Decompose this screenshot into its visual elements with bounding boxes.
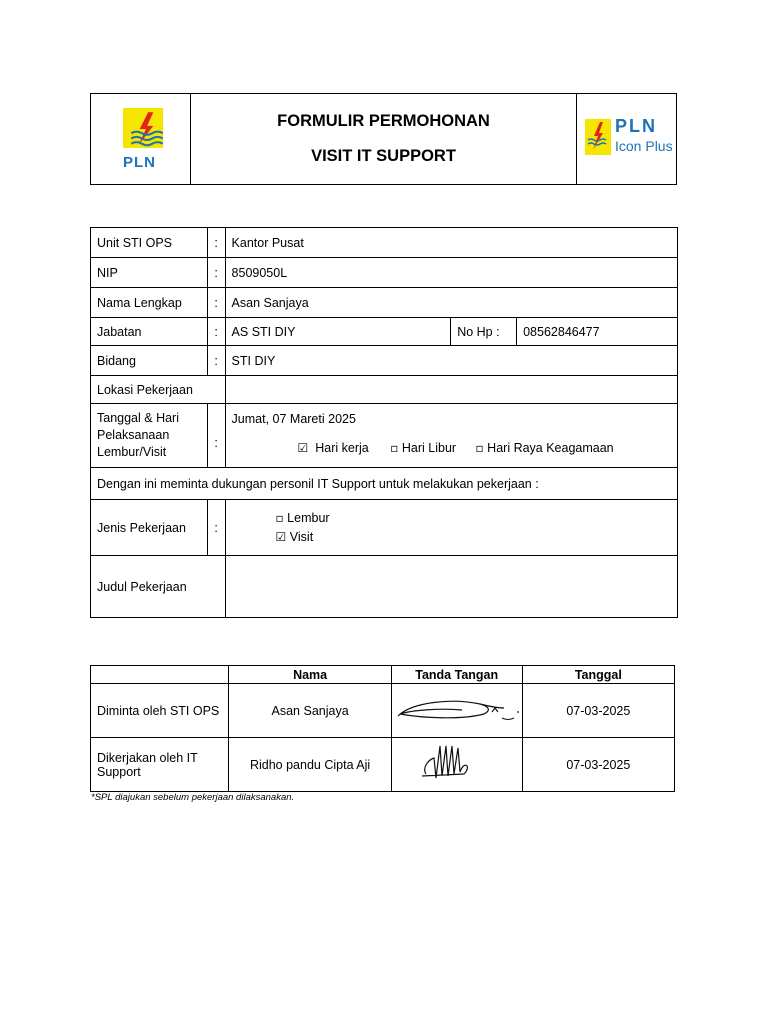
field-value-date — [225, 404, 677, 468]
form-row-nip — [91, 258, 678, 288]
field-value: STI DIY — [225, 346, 677, 376]
signature-role: Diminta oleh STI OPS — [91, 684, 229, 738]
pln-logo — [119, 108, 165, 174]
checkbox-empty-icon: ▫ — [275, 510, 284, 525]
field-label: Lokasi Pekerjaan — [91, 376, 226, 404]
date-value: Jumat, 07 Mareti 2025 — [231, 412, 356, 426]
signature-date: 07-03-2025 — [522, 738, 674, 792]
pln-logo-text: PLN — [123, 154, 156, 171]
field-label: Bidang — [91, 346, 208, 376]
column-header: Nama — [229, 666, 391, 684]
field-label: NIP — [91, 258, 208, 288]
colon: : — [207, 500, 225, 556]
field-label: Jabatan — [91, 318, 208, 346]
checkbox-empty-icon: ▫ — [475, 441, 484, 455]
checkbox-checked-icon: ☑ — [275, 529, 287, 544]
colon: : — [207, 346, 225, 376]
signature-image — [391, 738, 522, 792]
signature-image — [391, 684, 522, 738]
option-label: Hari Raya Keagamaan — [487, 441, 614, 455]
field-value: Asan Sanjaya — [225, 288, 677, 318]
statement-text: Dengan ini meminta dukungan personil IT Support untuk melakukan pekerjaan : — [91, 468, 678, 500]
option-label: Lembur — [287, 510, 330, 525]
form-title-line2: VISIT IT SUPPORT — [311, 147, 456, 165]
signature-name: Ridho pandu Cipta Aji — [229, 738, 391, 792]
form-row-bidang — [91, 346, 678, 376]
colon: : — [207, 404, 225, 468]
footnote: *SPL diajukan sebelum pekerjaan dilaksanakan. — [91, 792, 295, 803]
field-label: Jenis Pekerjaan — [91, 500, 208, 556]
form-row-lokasi — [91, 376, 678, 404]
colon: : — [207, 228, 225, 258]
field-value: 8509050L — [225, 258, 677, 288]
form-row-nama — [91, 288, 678, 318]
column-header — [91, 666, 229, 684]
pln-icon-plus-logo-subtext: Icon Plus — [615, 138, 673, 154]
column-header: Tanggal — [522, 666, 674, 684]
option-visit[interactable] — [276, 528, 671, 547]
field-value: Kantor Pusat — [225, 228, 677, 258]
option-label: Visit — [289, 529, 314, 544]
field-label: Judul Pekerjaan — [91, 556, 226, 618]
field-label: Nama Lengkap — [91, 288, 208, 318]
checkbox-empty-icon: ▫ — [390, 441, 399, 455]
signature-name: Asan Sanjaya — [229, 684, 391, 738]
colon: : — [207, 288, 225, 318]
form-row-unit — [91, 228, 678, 258]
signature-header-row — [91, 666, 675, 684]
field-label: Tanggal & Hari Pelaksanaan Lembur/Visit — [91, 404, 208, 468]
day-type-options — [232, 441, 671, 455]
field-label: Unit STI OPS — [91, 228, 208, 258]
form-row-tanggal — [91, 404, 678, 468]
form-header — [90, 93, 677, 185]
option-lembur[interactable] — [276, 509, 671, 528]
option-hari-kerja[interactable] — [298, 441, 369, 455]
field-value — [225, 556, 677, 618]
field-value: AS STI DIY — [225, 318, 451, 346]
field-value — [225, 376, 677, 404]
colon: : — [207, 318, 225, 346]
phone-label: No Hp : — [451, 318, 517, 346]
signature-table — [90, 665, 675, 792]
signature-row — [91, 738, 675, 792]
pln-icon-plus-logo — [584, 116, 674, 160]
phone-value: 08562846477 — [517, 318, 678, 346]
form-row-statement — [91, 468, 678, 500]
option-hari-raya[interactable] — [476, 441, 614, 455]
signature-date: 07-03-2025 — [522, 684, 674, 738]
colon: : — [207, 258, 225, 288]
signature-role: Dikerjakan oleh IT Support — [91, 738, 229, 792]
form-row-judul — [91, 556, 678, 618]
signature-row — [91, 684, 675, 738]
option-label: Hari kerja — [315, 441, 369, 455]
checkbox-checked-icon: ☑ — [297, 441, 309, 455]
request-form-table — [90, 227, 678, 618]
form-title-line1: FORMULIR PERMOHONAN — [277, 112, 490, 130]
form-row-jabatan — [91, 318, 678, 346]
header-divider — [190, 94, 191, 184]
option-label: Hari Libur — [401, 441, 457, 455]
form-row-jenis — [91, 500, 678, 556]
header-divider — [576, 94, 577, 184]
column-header: Tanda Tangan — [391, 666, 522, 684]
pln-icon-plus-logo-text: PLN — [615, 116, 657, 136]
work-type-options — [225, 500, 677, 556]
option-hari-libur[interactable] — [390, 441, 456, 455]
